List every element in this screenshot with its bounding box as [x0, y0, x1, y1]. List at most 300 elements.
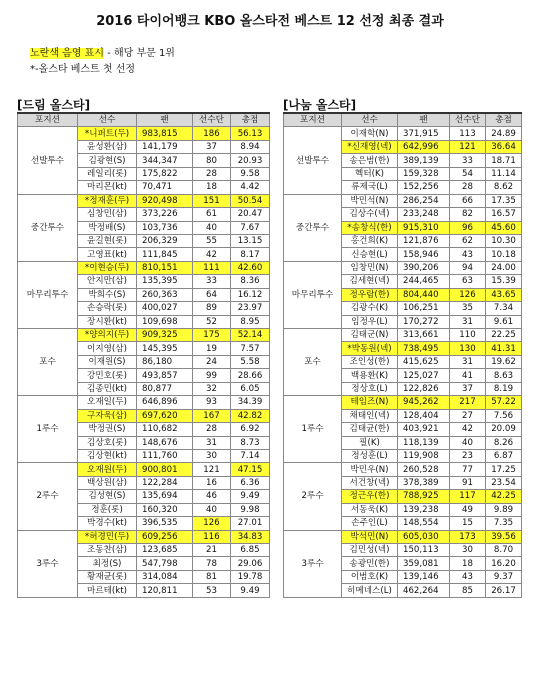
player-name: 백상원(삼): [78, 476, 137, 489]
fan-votes: 122,826: [398, 382, 450, 395]
player-name: 고영표(kt): [78, 248, 137, 261]
player-name: 박민우(N): [342, 463, 398, 476]
table-row: [18, 194, 270, 207]
player-name: 손승락(롯): [78, 302, 137, 315]
column-header: 팬: [137, 113, 193, 127]
total-score: 45.60: [486, 221, 522, 234]
fan-votes: 260,528: [398, 463, 450, 476]
nanum-table: [283, 112, 522, 598]
table-row: [284, 329, 522, 342]
player-name: 홍건희(K): [342, 234, 398, 247]
column-header: 포지션: [284, 113, 342, 127]
fan-votes: 697,620: [137, 409, 193, 422]
player-name: 마르테(kt): [78, 584, 137, 597]
player-votes: 63: [450, 275, 486, 288]
total-score: 5.58: [231, 355, 270, 368]
fan-votes: 313,661: [398, 329, 450, 342]
fan-votes: 804,440: [398, 288, 450, 301]
column-header: 총점: [231, 113, 270, 127]
player-name: 정근우(한): [342, 490, 398, 503]
player-name: 테임즈(N): [342, 396, 398, 409]
player-votes: 186: [193, 127, 231, 140]
total-score: 16.20: [486, 557, 522, 570]
player-votes: 82: [450, 208, 486, 221]
fan-votes: 260,363: [137, 288, 193, 301]
table-row: [284, 530, 522, 543]
total-score: 9.49: [231, 490, 270, 503]
player-name: 정훈(롯): [78, 503, 137, 516]
total-score: 6.92: [231, 423, 270, 436]
total-score: 9.98: [231, 503, 270, 516]
fan-votes: 110,682: [137, 423, 193, 436]
player-name: 조동찬(삼): [78, 544, 137, 557]
player-votes: 93: [193, 396, 231, 409]
fan-votes: 945,262: [398, 396, 450, 409]
fan-votes: 609,256: [137, 530, 193, 543]
player-votes: 117: [450, 490, 486, 503]
table-row: [284, 261, 522, 274]
table-row: [284, 127, 522, 140]
fan-votes: 244,465: [398, 275, 450, 288]
total-score: 42.82: [231, 409, 270, 422]
player-name: 김태균(한): [342, 423, 398, 436]
player-votes: 40: [193, 221, 231, 234]
player-name: 윤길현(롯): [78, 234, 137, 247]
fan-votes: 378,389: [398, 476, 450, 489]
player-votes: 28: [450, 181, 486, 194]
player-name: 레일리(롯): [78, 167, 137, 180]
player-name: 정우람(한): [342, 288, 398, 301]
player-name: 정상호(L): [342, 382, 398, 395]
player-votes: 28: [193, 423, 231, 436]
total-score: 8.26: [486, 436, 522, 449]
player-votes: 217: [450, 396, 486, 409]
total-score: 7.14: [231, 449, 270, 462]
player-votes: 33: [193, 275, 231, 288]
position-cell: 선발투수: [284, 127, 342, 194]
position-cell: 중간투수: [284, 194, 342, 261]
column-header: 총점: [486, 113, 522, 127]
total-score: 50.54: [231, 194, 270, 207]
total-score: 28.66: [231, 369, 270, 382]
fan-votes: 152,256: [398, 181, 450, 194]
player-votes: 42: [450, 423, 486, 436]
player-name: 히메네스(L): [342, 584, 398, 597]
position-cell: 2루수: [18, 463, 78, 530]
player-name: 신승현(L): [342, 248, 398, 261]
player-name: 심창민(삼): [78, 208, 137, 221]
fan-votes: 119,908: [398, 449, 450, 462]
player-name: *송창식(한): [342, 221, 398, 234]
position-cell: 2루수: [284, 463, 342, 530]
total-score: 9.37: [486, 570, 522, 583]
fan-votes: 80,877: [137, 382, 193, 395]
player-votes: 21: [193, 544, 231, 557]
player-votes: 28: [193, 167, 231, 180]
total-score: 6.85: [231, 544, 270, 557]
player-name: 김태군(N): [342, 329, 398, 342]
total-score: 9.49: [231, 584, 270, 597]
fan-votes: 128,404: [398, 409, 450, 422]
total-score: 19.78: [231, 570, 270, 583]
player-votes: 53: [193, 584, 231, 597]
player-name: 헥터(K): [342, 167, 398, 180]
column-header: 선수: [342, 113, 398, 127]
legend-line-highlight: [30, 46, 175, 62]
total-score: 22.25: [486, 329, 522, 342]
total-score: 6.87: [486, 449, 522, 462]
total-score: 56.13: [231, 127, 270, 140]
player-votes: 110: [450, 329, 486, 342]
player-name: 장시환(kt): [78, 315, 137, 328]
player-votes: 85: [450, 584, 486, 597]
player-name: 박석민(N): [342, 530, 398, 543]
fan-votes: 111,845: [137, 248, 193, 261]
fan-votes: 150,113: [398, 544, 450, 557]
player-votes: 31: [450, 355, 486, 368]
table-row: [18, 127, 270, 140]
player-votes: 62: [450, 234, 486, 247]
fan-votes: 373,226: [137, 208, 193, 221]
fan-votes: 389,139: [398, 154, 450, 167]
player-name: 채태인(넥): [342, 409, 398, 422]
player-name: 김민성(넥): [342, 544, 398, 557]
fan-votes: 70,471: [137, 181, 193, 194]
fan-votes: 109,698: [137, 315, 193, 328]
player-name: 박민석(N): [342, 194, 398, 207]
fan-votes: 547,798: [137, 557, 193, 570]
table-row: [284, 396, 522, 409]
total-score: 42.25: [486, 490, 522, 503]
fan-votes: 403,921: [398, 423, 450, 436]
fan-votes: 170,272: [398, 315, 450, 328]
player-votes: 94: [450, 261, 486, 274]
total-score: 8.95: [231, 315, 270, 328]
player-name: 서건창(넥): [342, 476, 398, 489]
fan-votes: 909,325: [137, 329, 193, 342]
table-header-row: [284, 113, 522, 127]
fan-votes: 175,822: [137, 167, 193, 180]
table-row: [18, 396, 270, 409]
total-score: 42.60: [231, 261, 270, 274]
position-cell: 마무리투수: [18, 261, 78, 328]
fan-votes: 605,030: [398, 530, 450, 543]
fan-votes: 121,876: [398, 234, 450, 247]
position-cell: 3루수: [18, 530, 78, 597]
player-votes: 116: [193, 530, 231, 543]
total-score: 6.36: [231, 476, 270, 489]
player-votes: 121: [193, 463, 231, 476]
player-name: 박정배(S): [78, 221, 137, 234]
legend: [30, 46, 175, 78]
player-name: 조인성(한): [342, 355, 398, 368]
player-votes: 130: [450, 342, 486, 355]
player-votes: 43: [450, 570, 486, 583]
player-name: 필(K): [342, 436, 398, 449]
player-votes: 24: [193, 355, 231, 368]
fan-votes: 103,736: [137, 221, 193, 234]
player-name: 송광민(한): [342, 557, 398, 570]
table-row: [18, 329, 270, 342]
column-header: 선수단: [450, 113, 486, 127]
total-score: 6.05: [231, 382, 270, 395]
player-votes: 31: [450, 315, 486, 328]
player-name: 임정우(L): [342, 315, 398, 328]
total-score: 9.58: [231, 167, 270, 180]
player-votes: 52: [193, 315, 231, 328]
player-name: 황재균(롯): [78, 570, 137, 583]
player-name: 마리몬(kt): [78, 181, 137, 194]
player-votes: 27: [450, 409, 486, 422]
player-name: 김세현(넥): [342, 275, 398, 288]
player-votes: 15: [450, 517, 486, 530]
total-score: 41.31: [486, 342, 522, 355]
fan-votes: 148,676: [137, 436, 193, 449]
column-header: 선수단: [193, 113, 231, 127]
player-votes: 113: [450, 127, 486, 140]
player-votes: 126: [193, 517, 231, 530]
total-score: 27.01: [231, 517, 270, 530]
fan-votes: 642,996: [398, 140, 450, 153]
fan-votes: 462,264: [398, 584, 450, 597]
fan-votes: 371,915: [398, 127, 450, 140]
player-votes: 19: [193, 342, 231, 355]
player-votes: 89: [193, 302, 231, 315]
table-header-row: [18, 113, 270, 127]
total-score: 17.35: [486, 194, 522, 207]
total-score: 7.56: [486, 409, 522, 422]
total-score: 11.14: [486, 167, 522, 180]
player-name: *양의지(두): [78, 329, 137, 342]
column-header: 포지션: [18, 113, 78, 127]
player-votes: 99: [193, 369, 231, 382]
player-name: 김상호(롯): [78, 436, 137, 449]
player-votes: 78: [193, 557, 231, 570]
total-score: 10.30: [486, 234, 522, 247]
player-name: 박정권(S): [78, 423, 137, 436]
player-name: 이범호(K): [342, 570, 398, 583]
player-votes: 151: [193, 194, 231, 207]
player-votes: 126: [450, 288, 486, 301]
player-name: 오재원(두): [78, 463, 137, 476]
player-votes: 173: [450, 530, 486, 543]
player-votes: 175: [193, 329, 231, 342]
total-score: 16.12: [231, 288, 270, 301]
legend-highlight-sample: 노란색 음영 표시: [30, 48, 104, 59]
player-votes: 30: [193, 449, 231, 462]
fan-votes: 139,238: [398, 503, 450, 516]
player-votes: 64: [193, 288, 231, 301]
player-votes: 42: [193, 248, 231, 261]
player-votes: 35: [450, 302, 486, 315]
player-votes: 111: [193, 261, 231, 274]
position-cell: 포수: [284, 329, 342, 396]
fan-votes: 135,694: [137, 490, 193, 503]
player-votes: 16: [193, 476, 231, 489]
fan-votes: 148,554: [398, 517, 450, 530]
total-score: 7.35: [486, 517, 522, 530]
fan-votes: 314,084: [137, 570, 193, 583]
total-score: 19.62: [486, 355, 522, 368]
player-votes: 77: [450, 463, 486, 476]
total-score: 43.65: [486, 288, 522, 301]
player-name: 구자욱(삼): [78, 409, 137, 422]
fan-votes: 396,535: [137, 517, 193, 530]
fan-votes: 111,760: [137, 449, 193, 462]
table-row: [284, 463, 522, 476]
fan-votes: 123,685: [137, 544, 193, 557]
total-score: 16.57: [486, 208, 522, 221]
player-votes: 43: [450, 248, 486, 261]
total-score: 7.67: [231, 221, 270, 234]
total-score: 4.42: [231, 181, 270, 194]
total-score: 9.61: [486, 315, 522, 328]
player-votes: 55: [193, 234, 231, 247]
player-votes: 61: [193, 208, 231, 221]
fan-votes: 646,896: [137, 396, 193, 409]
fan-votes: 415,625: [398, 355, 450, 368]
player-votes: 40: [193, 503, 231, 516]
player-votes: 81: [193, 570, 231, 583]
player-name: *니퍼트(두): [78, 127, 137, 140]
fan-votes: 206,329: [137, 234, 193, 247]
player-votes: 121: [450, 140, 486, 153]
fan-votes: 400,027: [137, 302, 193, 315]
fan-votes: 145,395: [137, 342, 193, 355]
total-score: 52.14: [231, 329, 270, 342]
page-title: 2016 타이어뱅크 KBO 올스타전 베스트 12 선정 최종 결과: [96, 14, 444, 29]
fan-votes: 135,395: [137, 275, 193, 288]
total-score: 23.97: [231, 302, 270, 315]
player-votes: 80: [193, 154, 231, 167]
total-score: 18.71: [486, 154, 522, 167]
total-score: 8.62: [486, 181, 522, 194]
player-name: 김종민(kt): [78, 382, 137, 395]
player-name: 류제국(L): [342, 181, 398, 194]
player-name: *이현승(두): [78, 261, 137, 274]
total-score: 9.89: [486, 503, 522, 516]
player-name: 이재학(N): [342, 127, 398, 140]
table-row: [18, 530, 270, 543]
total-score: 20.47: [231, 208, 270, 221]
player-name: 안지만(삼): [78, 275, 137, 288]
player-votes: 30: [450, 544, 486, 557]
player-votes: 49: [450, 503, 486, 516]
player-name: 송은범(한): [342, 154, 398, 167]
position-cell: 1루수: [284, 396, 342, 463]
total-score: 8.73: [231, 436, 270, 449]
total-score: 8.17: [231, 248, 270, 261]
fan-votes: 122,284: [137, 476, 193, 489]
total-score: 23.54: [486, 476, 522, 489]
total-score: 8.63: [486, 369, 522, 382]
total-score: 8.19: [486, 382, 522, 395]
player-name: 김상현(kt): [78, 449, 137, 462]
legend-highlight-desc: - 해당 부문 1위: [103, 48, 175, 59]
total-score: 34.83: [231, 530, 270, 543]
total-score: 36.64: [486, 140, 522, 153]
fan-votes: 160,320: [137, 503, 193, 516]
total-score: 24.89: [486, 127, 522, 140]
total-score: 8.94: [231, 140, 270, 153]
position-cell: 선발투수: [18, 127, 78, 194]
total-score: 20.93: [231, 154, 270, 167]
table-row: [18, 463, 270, 476]
total-score: 34.39: [231, 396, 270, 409]
player-votes: 167: [193, 409, 231, 422]
position-cell: 1루수: [18, 396, 78, 463]
player-votes: 32: [193, 382, 231, 395]
fan-votes: 159,328: [398, 167, 450, 180]
total-score: 57.22: [486, 396, 522, 409]
fan-votes: 390,206: [398, 261, 450, 274]
fan-votes: 344,347: [137, 154, 193, 167]
total-score: 8.36: [231, 275, 270, 288]
total-score: 39.56: [486, 530, 522, 543]
fan-votes: 233,248: [398, 208, 450, 221]
fan-votes: 86,180: [137, 355, 193, 368]
total-score: 7.57: [231, 342, 270, 355]
player-votes: 33: [450, 154, 486, 167]
fan-votes: 141,179: [137, 140, 193, 153]
total-score: 47.15: [231, 463, 270, 476]
table-row: [284, 194, 522, 207]
table-row: [18, 261, 270, 274]
player-votes: 31: [193, 436, 231, 449]
player-votes: 18: [450, 557, 486, 570]
player-votes: 96: [450, 221, 486, 234]
fan-votes: 983,815: [137, 127, 193, 140]
player-name: 오재일(두): [78, 396, 137, 409]
dream-table: [17, 112, 270, 598]
player-votes: 23: [450, 449, 486, 462]
column-header: 팬: [398, 113, 450, 127]
total-score: 26.17: [486, 584, 522, 597]
fan-votes: 738,495: [398, 342, 450, 355]
player-name: 정성훈(L): [342, 449, 398, 462]
player-votes: 91: [450, 476, 486, 489]
player-name: 김상수(넥): [342, 208, 398, 221]
player-votes: 41: [450, 369, 486, 382]
player-name: *박동원(넥): [342, 342, 398, 355]
total-score: 10.18: [486, 248, 522, 261]
total-score: 15.39: [486, 275, 522, 288]
dream-section-title: [드림 올스타]: [17, 98, 91, 112]
column-header: 선수: [78, 113, 137, 127]
fan-votes: 158,946: [398, 248, 450, 261]
fan-votes: 106,251: [398, 302, 450, 315]
fan-votes: 286,254: [398, 194, 450, 207]
total-score: 13.15: [231, 234, 270, 247]
player-name: 윤성환(삼): [78, 140, 137, 153]
total-score: 24.00: [486, 261, 522, 274]
fan-votes: 118,139: [398, 436, 450, 449]
fan-votes: 493,857: [137, 369, 193, 382]
player-votes: 40: [450, 436, 486, 449]
player-name: 박경수(kt): [78, 517, 137, 530]
fan-votes: 915,310: [398, 221, 450, 234]
position-cell: 포수: [18, 329, 78, 396]
player-name: 임창민(N): [342, 261, 398, 274]
fan-votes: 920,498: [137, 194, 193, 207]
fan-votes: 359,081: [398, 557, 450, 570]
player-name: 김광수(K): [342, 302, 398, 315]
player-name: 김성현(S): [78, 490, 137, 503]
player-name: 이지영(삼): [78, 342, 137, 355]
legend-line-first: *-올스타 베스트 첫 선정: [30, 64, 136, 75]
player-name: 김광현(S): [78, 154, 137, 167]
fan-votes: 900,801: [137, 463, 193, 476]
